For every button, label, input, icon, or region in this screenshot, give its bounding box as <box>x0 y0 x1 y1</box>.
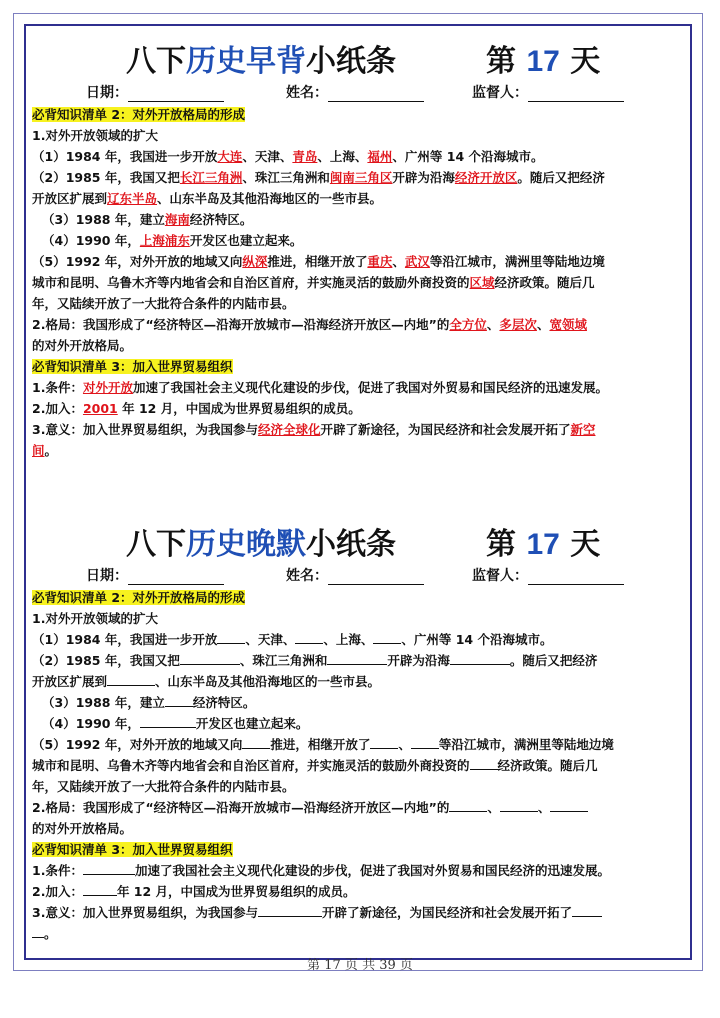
text: 经济特区。 <box>192 695 256 710</box>
text: 、 <box>392 254 405 269</box>
day-suffix: 天 <box>559 527 601 562</box>
list3-heading-text: 必背知识清单 3：加入世界贸易组织 <box>32 842 233 857</box>
supervisor-blank[interactable] <box>528 570 624 585</box>
text: 年 12 月，中国成为世界贸易组织的成员。 <box>116 884 356 899</box>
text: 开辟了新途径，为国民经济和社会发展开拓了 <box>320 422 571 437</box>
evening-section <box>32 517 688 944</box>
text: 、上海、 <box>323 632 374 647</box>
answer: 2001 <box>82 401 118 416</box>
name-blank[interactable] <box>328 570 424 585</box>
text: （5）1992 年，对外开放的地域又向 <box>32 737 243 752</box>
text: 开辟为沿海 <box>392 170 455 185</box>
text: 、广州等 14 个沿海城市。 <box>392 149 544 164</box>
answer: 青岛 <box>292 149 318 164</box>
date-field <box>86 82 224 102</box>
list3-heading <box>32 356 688 377</box>
line: 的对外开放格局。 <box>32 821 133 836</box>
text: 、广州等 14 个沿海城市。 <box>401 632 553 647</box>
answer: 大连 <box>217 149 243 164</box>
supervisor-field <box>472 565 624 585</box>
day-prefix: 第 <box>486 527 527 562</box>
answer: 全方位 <box>449 317 487 332</box>
title-suffix: 小纸条 <box>306 527 396 562</box>
supervisor-blank[interactable] <box>528 87 624 102</box>
day-number: 17 <box>526 45 560 78</box>
text: 1.条件： <box>32 380 83 395</box>
line <box>32 188 688 209</box>
subheading: 1.对外开放领域的扩大 <box>32 128 158 143</box>
text: 、山东半岛及其他沿海地区的一些市县。 <box>157 191 383 206</box>
text: 开发区也建立起来。 <box>189 233 303 248</box>
answer: 多层次 <box>499 317 537 332</box>
line <box>32 314 688 335</box>
name-label: 姓名： <box>286 85 328 101</box>
text: 年 12 月，中国成为世界贸易组织的成员。 <box>117 401 361 416</box>
title-prefix: 八下 <box>126 527 186 562</box>
day-number: 17 <box>526 528 560 561</box>
line <box>32 629 688 650</box>
fill-blank[interactable] <box>217 631 245 644</box>
name-blank[interactable] <box>328 87 424 102</box>
text: 开放区扩展到 <box>32 191 108 206</box>
answer: 对外开放 <box>82 380 133 395</box>
answer: 海南 <box>164 212 190 227</box>
text: 3.意义：加入世界贸易组织，为我国参与 <box>32 422 258 437</box>
line <box>32 692 688 713</box>
answer: 区域 <box>469 275 495 290</box>
list3-heading-text: 必背知识清单 3：加入世界贸易组织 <box>32 359 233 374</box>
fill-blank[interactable] <box>295 631 323 644</box>
text: 。 <box>44 443 58 458</box>
answer: 纵深 <box>242 254 268 269</box>
line: 年，又陆续开放了一大批符合条件的内陆市县。 <box>32 779 295 794</box>
fill-blank[interactable] <box>411 736 439 749</box>
fill-blank[interactable] <box>83 883 117 896</box>
text: （2）1985 年，我国又把 <box>32 170 180 185</box>
text: 推进，相继开放了 <box>270 737 371 752</box>
answer: 辽东半岛 <box>107 191 158 206</box>
fill-blank[interactable] <box>32 925 44 938</box>
fill-blank[interactable] <box>550 799 588 812</box>
fill-blank[interactable] <box>180 652 240 665</box>
morning-title <box>126 36 396 80</box>
date-blank[interactable] <box>128 87 224 102</box>
text: 开辟为沿海 <box>387 653 450 668</box>
text: 经济特区。 <box>189 212 253 227</box>
line: 的对外开放格局。 <box>32 338 133 353</box>
text: 、珠江三角洲和 <box>242 170 330 185</box>
text: 、 <box>486 317 500 332</box>
line <box>32 881 688 902</box>
answer: 上海浦东 <box>139 233 190 248</box>
text: 城市和昆明、乌鲁木齐等内地省会和自治区首府，并实施灵活的鼓励外商投资的 <box>32 275 470 290</box>
text: 开发区也建立起来。 <box>195 716 309 731</box>
line <box>32 440 688 461</box>
fill-blank[interactable] <box>107 673 155 686</box>
page-footer: 第 17 页 共 39 页 <box>307 958 413 973</box>
text: 、 <box>398 737 411 752</box>
date-label: 日期： <box>86 85 128 101</box>
supervisor-label: 监督人： <box>472 85 528 101</box>
fill-blank[interactable] <box>449 799 487 812</box>
text: 2.加入： <box>32 401 83 416</box>
text: 、山东半岛及其他沿海地区的一些市县。 <box>155 674 381 689</box>
line <box>32 755 688 776</box>
answer: 经济全球化 <box>257 422 321 437</box>
fill-blank[interactable] <box>470 757 498 770</box>
text: 等沿江城市，满洲里等陆地边境 <box>429 254 605 269</box>
answer: 宽领域 <box>549 317 587 332</box>
supervisor-field <box>472 82 624 102</box>
text: 加速了我国社会主义现代化建设的步伐，促进了我国对外贸易和国民经济的迅速发展。 <box>132 380 608 395</box>
day-suffix: 天 <box>559 44 601 79</box>
line <box>32 377 688 398</box>
line <box>32 167 688 188</box>
text: 2.格局：我国形成了“经济特区—沿海开放城市—沿海经济开放区—内地”的 <box>32 800 450 815</box>
text: （1）1984 年，我国进一步开放 <box>32 632 218 647</box>
day-prefix: 第 <box>486 44 527 79</box>
answer: 经济开放区 <box>454 170 518 185</box>
date-label: 日期： <box>86 568 128 584</box>
text: 、天津、 <box>242 149 293 164</box>
text: 3.意义：加入世界贸易组织，为我国参与 <box>32 905 258 920</box>
line <box>32 209 688 230</box>
morning-day <box>486 36 600 80</box>
morning-meta-row <box>32 80 688 104</box>
title-highlight: 历史晚默 <box>186 527 306 562</box>
line: 年，又陆续开放了一大批符合条件的内陆市县。 <box>32 296 295 311</box>
answer: 新空 <box>570 422 596 437</box>
line <box>32 146 688 167</box>
line <box>32 671 688 692</box>
name-field <box>286 565 424 585</box>
fill-blank[interactable] <box>572 904 602 917</box>
text: 、 <box>487 800 500 815</box>
fill-blank[interactable] <box>373 631 401 644</box>
text: 。随后又把经济 <box>517 170 605 185</box>
section-gap <box>32 461 688 515</box>
text: 等沿江城市，满洲里等陆地边境 <box>438 737 614 752</box>
text: 经济政策。随后几 <box>494 275 595 290</box>
text: （2）1985 年，我国又把 <box>32 653 180 668</box>
text: （4）1990 年， <box>42 716 140 731</box>
text: 开放区扩展到 <box>32 674 108 689</box>
morning-title-row <box>32 34 688 80</box>
text: 、天津、 <box>245 632 296 647</box>
title-suffix: 小纸条 <box>306 44 396 79</box>
evening-title <box>126 519 396 563</box>
text: 、上海、 <box>317 149 368 164</box>
text: 、 <box>536 317 550 332</box>
text: 2.格局：我国形成了“经济特区—沿海开放城市—沿海经济开放区—内地”的 <box>32 317 450 332</box>
line <box>32 923 688 944</box>
worksheet <box>32 32 688 944</box>
line <box>32 230 688 251</box>
name-label: 姓名： <box>286 568 328 584</box>
list3-heading <box>32 839 688 860</box>
line <box>32 734 688 755</box>
text: 、 <box>537 800 551 815</box>
fill-blank[interactable] <box>258 904 322 917</box>
text: 开辟了新途径，为国民经济和社会发展开拓了 <box>321 905 572 920</box>
text: 经济政策。随后几 <box>497 758 598 773</box>
text: 。 <box>44 926 57 941</box>
text: 、珠江三角洲和 <box>239 653 328 668</box>
fill-blank[interactable] <box>242 736 270 749</box>
text: （3）1988 年，建立 <box>42 695 165 710</box>
date-field <box>86 565 224 585</box>
list2-heading <box>32 104 688 125</box>
fill-blank[interactable] <box>140 715 196 728</box>
answer: 武汉 <box>404 254 430 269</box>
fill-blank[interactable] <box>450 652 510 665</box>
text: 。随后又把经济 <box>509 653 598 668</box>
evening-title-row <box>32 517 688 563</box>
fill-blank[interactable] <box>500 799 538 812</box>
text: 2.加入： <box>32 884 83 899</box>
text: 1.条件： <box>32 863 83 878</box>
answer: 重庆 <box>367 254 393 269</box>
line <box>32 650 688 671</box>
line <box>32 902 688 923</box>
text: （4）1990 年， <box>42 233 140 248</box>
name-field <box>286 82 424 102</box>
title-prefix: 八下 <box>126 44 186 79</box>
answer: 福州 <box>367 149 393 164</box>
text: （5）1992 年，对外开放的地域又向 <box>32 254 243 269</box>
fill-blank[interactable] <box>165 694 193 707</box>
text: 推进，相继开放了 <box>267 254 368 269</box>
list2-heading-text: 必背知识清单 2：对外开放格局的形成 <box>32 590 246 605</box>
list2-heading <box>32 587 688 608</box>
line <box>32 419 688 440</box>
text: （1）1984 年，我国进一步开放 <box>32 149 218 164</box>
fill-blank[interactable] <box>370 736 398 749</box>
evening-day <box>486 519 600 563</box>
line <box>32 272 688 293</box>
line <box>32 860 688 881</box>
morning-section <box>32 34 688 461</box>
text: 城市和昆明、乌鲁木齐等内地省会和自治区首府，并实施灵活的鼓励外商投资的 <box>32 758 470 773</box>
line <box>32 713 688 734</box>
title-highlight: 历史早背 <box>186 44 306 79</box>
supervisor-label: 监督人： <box>472 568 528 584</box>
evening-meta-row <box>32 563 688 587</box>
line <box>32 251 688 272</box>
line <box>32 398 688 419</box>
fill-blank[interactable] <box>83 862 135 875</box>
line <box>32 797 688 818</box>
answer: 闽南三角区 <box>329 170 393 185</box>
list2-heading-text: 必背知识清单 2：对外开放格局的形成 <box>32 107 246 122</box>
answer: 长江三角洲 <box>179 170 243 185</box>
text: （3）1988 年，建立 <box>42 212 165 227</box>
fill-blank[interactable] <box>327 652 387 665</box>
date-blank[interactable] <box>128 570 224 585</box>
text: 加速了我国社会主义现代化建设的步伐，促进了我国对外贸易和国民经济的迅速发展。 <box>134 863 610 878</box>
answer: 间 <box>32 443 45 458</box>
subheading: 1.对外开放领域的扩大 <box>32 611 158 626</box>
